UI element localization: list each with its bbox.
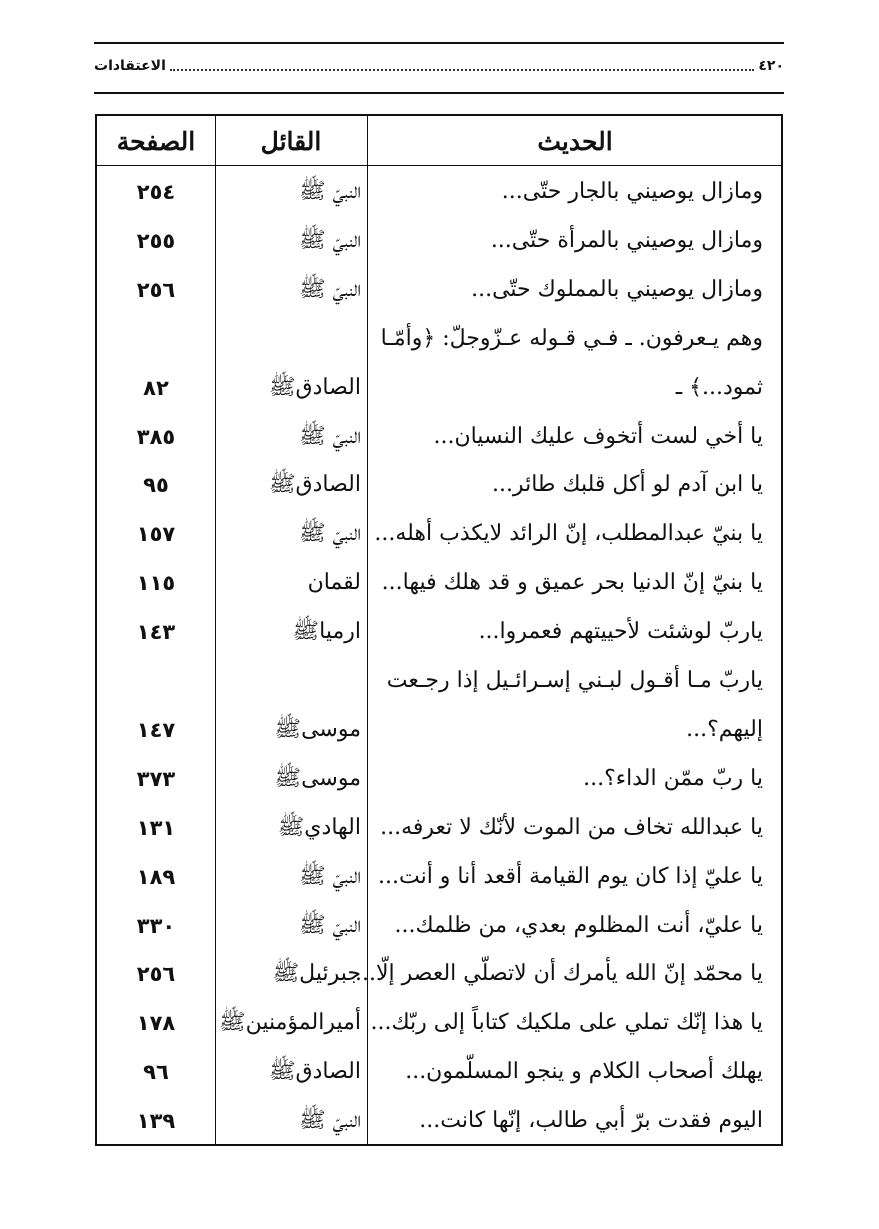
page-cell: ١٣١ [136,815,176,840]
hadith-cell: اليوم فقدت برّ أبي طالب، إنّها كانت... [419,1108,763,1134]
hadith-cell: يا ربّ ممّن الداء؟... [583,765,763,791]
page-cell: ٨٢ [143,375,169,400]
hadith-cell: يا ابن آدم لو أكل قلبك طائر... [491,472,763,498]
qail-cell: ارمياﷺ [292,619,361,645]
table-row [97,950,781,998]
page-cell: ١٤٧ [136,717,176,742]
table-row [97,608,781,656]
hadith-cell: يا أخي لست أتخوف عليك النسيان... [433,423,763,449]
table-row [97,755,781,803]
dot-leader [170,61,754,71]
page-cell: ١١٥ [136,571,176,596]
page-cell: ١٧٨ [136,1011,176,1036]
qail-cell [217,315,363,363]
qail-cell: الصادقﷺ [268,1059,361,1085]
column-header-hadith: الحديث [537,127,613,156]
table-row [97,853,781,901]
table-row [97,706,781,754]
page-cell: ٩٦ [143,1060,169,1085]
qail-cell: النبيّ ﷺ [299,423,361,449]
page-cell: ١٤٣ [136,620,176,645]
qail-cell [217,657,363,705]
table-row [97,1048,781,1096]
page-cell: ٣٨٥ [136,424,176,449]
qail-cell: النبيّ ﷺ [299,863,361,889]
section-title: الاعتقادات [94,58,166,74]
page-cell: ٢٥٤ [136,180,176,204]
hadith-cell: ومازال يوصيني بالمملوك حتّى... [471,276,763,302]
qail-cell: موسىﷺ [274,716,361,742]
qail-cell: النبيّ ﷺ [299,227,361,253]
table-row [97,804,781,852]
table-row [97,510,781,558]
table-row [97,999,781,1047]
page-cell: ٣٣٠ [136,913,176,938]
column-header-qail: القائل [260,127,322,156]
column-header-page: الصفحة [116,127,196,156]
page-cell [97,657,215,705]
page-cell: ٩٥ [143,473,169,498]
table-row [97,413,781,461]
hadith-cell: يا بنيّ عبدالمطلب، إنّ الرائد لايكذب أهله... [374,521,763,547]
qail-cell: الهاديﷺ [277,814,361,840]
table-row [97,217,781,265]
hadith-cell: يا محمّد إنّ الله يأمرك أن لاتصلّي العصر إلّا... [355,961,763,987]
hadith-cell: إليهم؟... [686,716,763,742]
table-row [97,315,781,363]
qail-cell: جبرئيلﷺ [272,961,361,987]
table-row [97,657,781,705]
page-cell: ٢٥٦ [136,277,176,302]
page-cell: ٢٥٥ [136,228,176,253]
table-row [97,168,781,216]
table-row [97,1097,781,1145]
page-cell [97,315,215,363]
qail-cell: لقمان [307,570,361,596]
header-line [94,58,784,74]
table-row [97,364,781,412]
running-header [94,42,784,94]
page-cell: ١٣٩ [136,1109,176,1134]
hadith-cell: ومازال يوصيني بالجار حتّى... [501,179,763,204]
qail-cell: الصادقﷺ [268,374,361,400]
qail-cell: النبيّ ﷺ [299,912,361,938]
table-row [97,559,781,607]
page-number: ٤٢٠ [758,58,784,74]
page-cell: ١٨٩ [136,864,176,889]
hadith-cell: ومازال يوصيني بالمرأة حتّى... [490,227,763,253]
table-row [97,902,781,950]
hadith-cell: يهلك أصحاب الكلام و ينجو المسلّمون... [405,1059,763,1085]
page-cell: ١٥٧ [136,522,176,547]
hadith-cell: ثمود...﴾ ـ [675,374,763,400]
qail-cell: موسىﷺ [274,765,361,791]
page-cell: ٢٥٦ [136,962,176,987]
qail-cell: أميرالمؤمنينﷺ [219,1010,361,1036]
hadith-cell: ياربّ لوشئت لأحييتهم فعمروا... [478,619,763,645]
hadith-index-table [95,114,783,1146]
qail-cell: النبيّ ﷺ [299,276,361,302]
page-cell: ٣٧٣ [136,766,176,791]
hadith-cell: يا بنيّ إنّ الدنيا بحر عميق و قد هلك فيها... [381,570,763,596]
qail-cell: النبيّ ﷺ [299,1108,361,1134]
hadith-cell: يا عليّ إذا كان يوم القيامة أقعد أنا و أنت... [377,863,763,889]
header-divider [97,165,781,166]
qail-cell: النبيّ ﷺ [299,179,361,204]
hadith-cell: وهم يـعرفون. ـ فـي قـوله عـزّوجلّ: ﴿وأمّـا [380,325,763,351]
table-row [97,266,781,314]
table-row [97,461,781,509]
hadith-cell: يا عليّ، أنت المظلوم بعدي، من ظلمك... [394,912,763,938]
hadith-cell: يا هذا إنّك تملي على ملكيك كتاباً إلى ربّك... [370,1010,763,1036]
qail-cell: الصادقﷺ [268,472,361,498]
hadith-cell: ياربّ مـا أقـول لبـني إسـرائـيل إذا رجـعت [386,668,763,693]
hadith-cell: يا عبدالله تخاف من الموت لأنّك لا تعرفه... [380,814,763,840]
qail-cell: النبيّ ﷺ [299,521,361,547]
